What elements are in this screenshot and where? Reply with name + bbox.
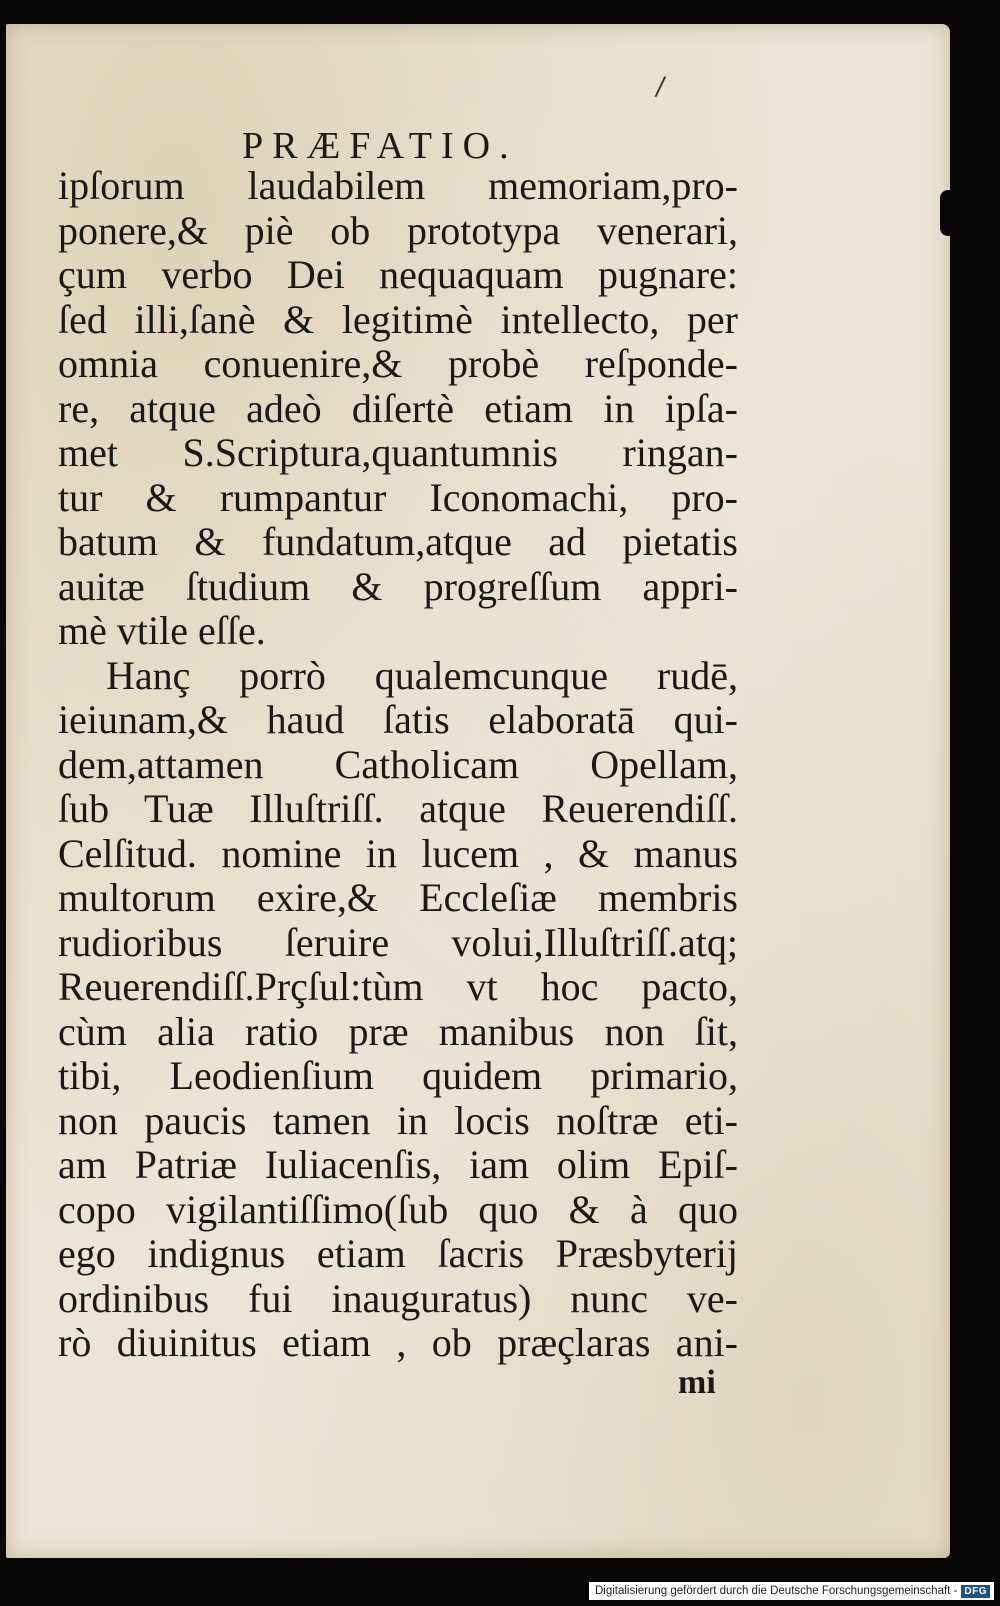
footer-credit: Digitalisierung gefördert durch die Deutsche Forschungsgemeinschaft - bbox=[594, 1585, 958, 1597]
text-line: cùm alia ratio præ manibus non ſit, bbox=[58, 1008, 738, 1054]
text-line: Reuerendiſſ.Prçſul:tùm vt hoc pacto, bbox=[58, 964, 738, 1009]
text-line: Hanç porrò qualemcunque rudē, bbox=[106, 652, 738, 698]
text-line: mè vtile eſſe. bbox=[58, 608, 266, 653]
body-text bbox=[58, 164, 738, 1366]
text-line: rudioribus ſeruire volui,Illuſtriſſ.atq; bbox=[58, 919, 738, 965]
digitization-footer bbox=[589, 1582, 994, 1600]
dfg-logo: DFG bbox=[961, 1585, 990, 1598]
text-line: çum verbo Dei nequaquam pugnare: bbox=[58, 252, 738, 297]
running-head: PRÆFATIO. bbox=[242, 125, 518, 167]
text-line: Celſitud. nomine in lucem , & manus bbox=[58, 830, 738, 876]
text-line: am Patriæ Iuliacenſis, iam olim Epiſ- bbox=[58, 1142, 738, 1187]
text-line: ieiunam,& haud ſatis elaboratā qui- bbox=[58, 697, 738, 742]
text-line: re, atque adeò diſertè etiam in ipſa- bbox=[58, 385, 738, 431]
text-line: tibi, Leodienſium quidem primario, bbox=[58, 1053, 738, 1098]
text-line: rò diuinitus etiam , ob præçlaras ani- bbox=[58, 1320, 738, 1365]
book-page bbox=[6, 24, 950, 1558]
folio-mark: / bbox=[653, 71, 667, 103]
text-line: ordinibus fui inauguratus) nunc ve- bbox=[58, 1275, 738, 1321]
text-line: met S.Scriptura,quantumnis ringan- bbox=[58, 430, 738, 475]
text-line: dem,attamen Catholicam Opellam, bbox=[58, 741, 738, 787]
text-line: auitæ ſtudium & progreſſum appri- bbox=[58, 563, 738, 609]
text-line: ſed illi,ſanè & legitimè intellecto, per bbox=[58, 296, 738, 342]
text-line: omnia conuenire,& probè reſponde- bbox=[58, 341, 738, 386]
text-line: non paucis tamen in locis noſtræ eti- bbox=[58, 1097, 738, 1143]
page-edge-notch bbox=[940, 190, 956, 236]
text-line: copo vigilantiſſimo(ſub quo & à quo bbox=[58, 1186, 738, 1232]
catchword: mi bbox=[678, 1364, 716, 1401]
text-line: ſub Tuæ Illuſtriſſ. atque Reuerendiſſ. bbox=[58, 786, 738, 831]
text-line: ponere,& piè ob prototypa venerari, bbox=[58, 207, 738, 253]
text-line: multorum exire,& Eccleſiæ membris bbox=[58, 875, 738, 920]
text-line: batum & fundatum,atque ad pietatis bbox=[58, 519, 738, 564]
text-line: ego indignus etiam ſacris Præsbyterij bbox=[58, 1231, 738, 1276]
text-line: tur & rumpantur Iconomachi, pro- bbox=[58, 474, 738, 520]
text-line: ipſorum laudabilem memoriam,pro- bbox=[58, 163, 738, 208]
